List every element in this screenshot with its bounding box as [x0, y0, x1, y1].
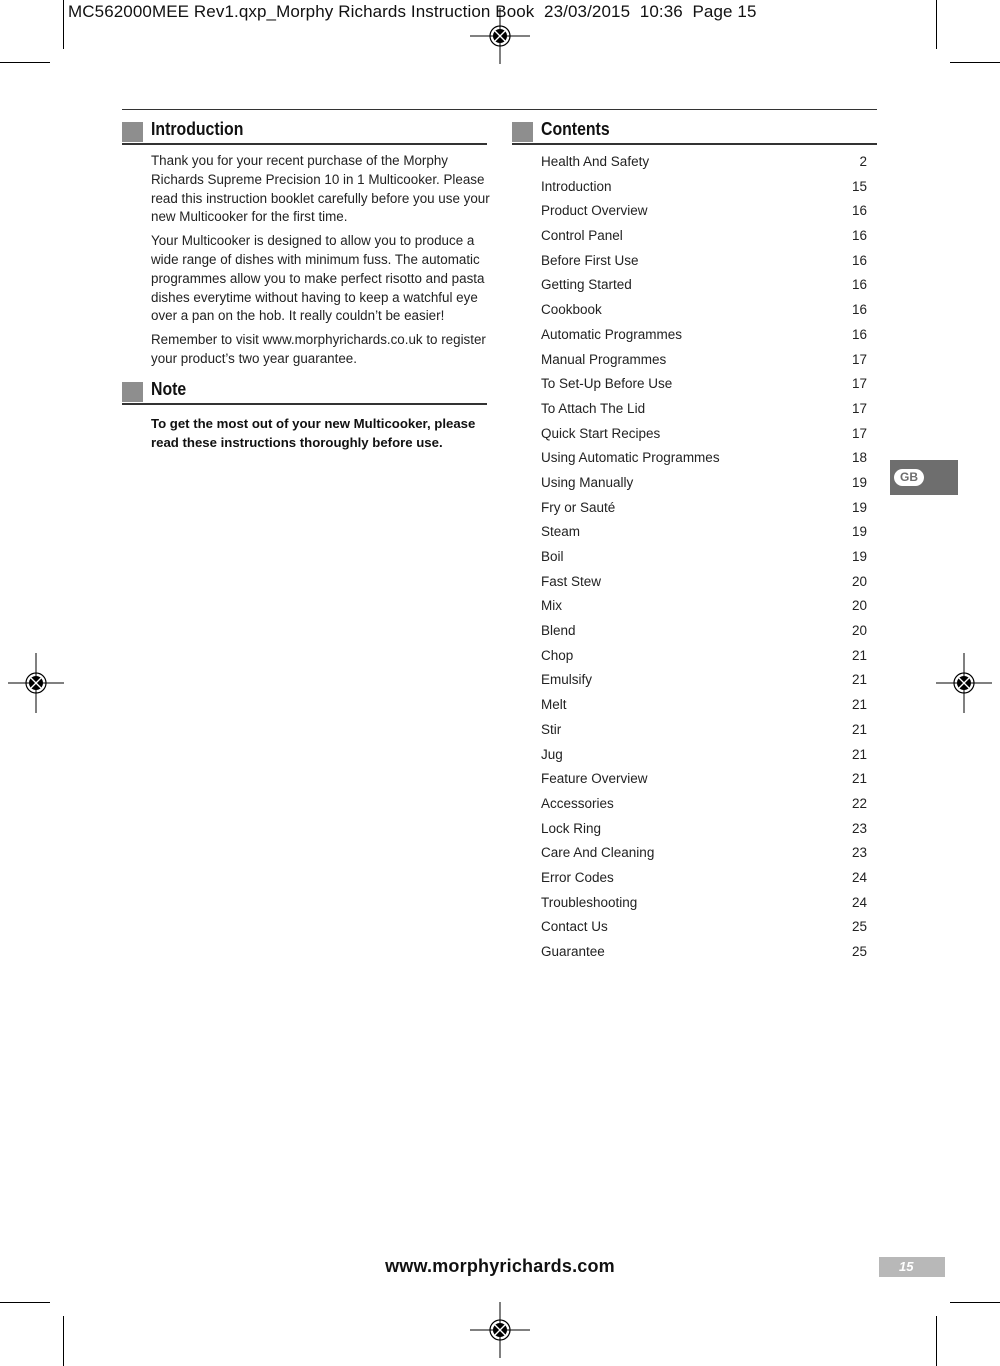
toc-entry-label: Fry or Sauté	[541, 499, 616, 515]
introduction-heading	[122, 121, 487, 145]
language-tab	[890, 460, 958, 495]
language-badge: GB	[894, 469, 924, 486]
toc-entry-label: Control Panel	[541, 228, 623, 244]
heading-swatch	[122, 122, 143, 142]
crop-mark	[936, 1316, 937, 1366]
introduction-title: Introduction	[151, 119, 244, 139]
toc-entry-page: 24	[851, 894, 867, 910]
toc-entry-page: 24	[851, 869, 867, 885]
toc-entry-page: 20	[851, 598, 867, 614]
toc-entry-page: 21	[851, 697, 867, 713]
toc-entry-label: Lock Ring	[541, 820, 602, 836]
registration-mark-icon	[470, 6, 530, 66]
toc-entry	[541, 177, 867, 202]
page-number-box	[879, 1257, 945, 1277]
introduction-paragraph: Your Multicooker is designed to allow you to produce a wide range of dishes with minimum fuss. The automatic programmes allow you to make perfect risotto and pasta dishes everytime without having to keep a watchful eye over a pan on the hob. It really couldn’t be easier!	[151, 233, 485, 324]
toc-entry-label: Guarantee	[541, 944, 605, 959]
toc-entry-label: Error Codes	[541, 869, 614, 885]
toc-entry-page: 21	[851, 721, 867, 737]
toc-entry-page: 18	[851, 450, 867, 466]
toc-entry	[541, 424, 867, 449]
toc-entry	[541, 448, 867, 473]
toc-entry-page: 19	[851, 549, 867, 564]
toc-entry-label: Steam	[541, 524, 581, 540]
toc-entry-page: 25	[851, 919, 867, 935]
toc-entry-page: 20	[851, 623, 867, 639]
toc-entry-page: 17	[851, 376, 867, 392]
toc-entry	[541, 670, 867, 695]
toc-entry	[541, 621, 867, 646]
contents-heading	[512, 121, 877, 145]
toc-entry-label: Fast Stew	[541, 573, 602, 589]
crop-mark	[63, 0, 64, 49]
note-heading	[122, 381, 487, 405]
toc-entry-label: Using Automatic Programmes	[541, 450, 720, 466]
crop-mark	[950, 62, 1000, 63]
toc-entry	[541, 152, 867, 177]
toc-entry-page: 16	[851, 326, 867, 342]
toc-entry-label: Care And Cleaning	[541, 845, 655, 861]
toc-entry	[541, 473, 867, 498]
toc-entry-page: 19	[851, 499, 867, 515]
toc-entry	[541, 300, 867, 325]
toc-entry-label: Troubleshooting	[541, 894, 638, 910]
crop-mark	[0, 1302, 50, 1303]
toc-entry-page: 23	[851, 820, 867, 836]
introduction-paragraph: Remember to visit www.morphyrichards.co.uk to register your product’s two year guarantee.	[151, 332, 486, 366]
toc-entry	[541, 374, 867, 399]
toc-entry-page: 21	[851, 647, 867, 663]
toc-entry-page: 25	[851, 944, 867, 959]
note-body: To get the most out of your new Multicooker, please read these instructions thoroughly before use.	[151, 416, 476, 450]
toc-entry	[541, 522, 867, 547]
toc-entry	[541, 843, 867, 868]
registration-mark-icon	[934, 653, 994, 713]
toc-entry-label: Feature Overview	[541, 771, 648, 787]
toc-entry	[541, 695, 867, 720]
toc-entry-label: Getting Started	[541, 277, 632, 293]
crop-mark	[950, 1302, 1000, 1303]
toc-entry-label: Mix	[541, 598, 562, 614]
toc-entry	[541, 226, 867, 251]
toc-entry-page: 17	[851, 351, 867, 367]
toc-entry	[541, 794, 867, 819]
toc-entry-page: 20	[851, 573, 867, 589]
crop-mark	[0, 62, 50, 63]
toc-entry-page: 19	[851, 524, 867, 540]
toc-entry	[541, 745, 867, 770]
toc-entry	[541, 498, 867, 523]
toc-entry-page: 16	[851, 277, 867, 293]
toc-entry-label: To Set-Up Before Use	[541, 376, 673, 392]
toc-entry	[541, 596, 867, 621]
toc-entry-page: 22	[851, 795, 867, 811]
crop-mark	[936, 0, 937, 49]
toc-entry	[541, 868, 867, 893]
toc-entry-label: Stir	[541, 721, 562, 737]
toc-entry-label: Melt	[541, 697, 567, 713]
toc-entry-label: Manual Programmes	[541, 351, 667, 367]
toc-entry-label: Contact Us	[541, 919, 608, 935]
toc-entry-label: Emulsify	[541, 672, 593, 688]
toc-entry	[541, 325, 867, 350]
toc-entry-label: Automatic Programmes	[541, 326, 683, 342]
toc-entry	[541, 251, 867, 276]
toc-entry-label: Before First Use	[541, 252, 639, 268]
toc-entry-label: Using Manually	[541, 474, 634, 490]
toc-entry-page: 17	[851, 425, 867, 441]
toc-entry-label: Product Overview	[541, 203, 648, 219]
crop-mark	[63, 1316, 64, 1366]
toc-entry-label: Boil	[541, 549, 564, 564]
toc-entry	[541, 769, 867, 794]
toc-entry	[541, 819, 867, 844]
toc-entry-page: 21	[851, 771, 867, 787]
introduction-paragraph: Thank you for your recent purchase of the Morphy Richards Supreme Precision 10 in 1 Multicooker. Please read this instruction booklet carefully before you use your new Multicooker for the first time.	[151, 153, 490, 225]
toc-entry-page: 15	[851, 178, 867, 194]
toc-entry-label: Jug	[541, 746, 563, 762]
toc-entry	[541, 893, 867, 918]
registration-mark-icon	[470, 1300, 530, 1360]
page-number: 15	[899, 1259, 914, 1274]
toc-entry-page: 19	[851, 474, 867, 490]
toc-entry-label: To Attach The Lid	[541, 400, 646, 416]
toc-entry-page: 16	[851, 203, 867, 219]
toc-entry-label: Quick Start Recipes	[541, 425, 661, 441]
note-title: Note	[151, 379, 187, 399]
introduction-body	[151, 152, 491, 374]
header-rule	[122, 109, 877, 110]
toc-entry-page: 21	[851, 672, 867, 688]
footer-website-url: www.morphyrichards.com	[385, 1256, 615, 1276]
toc-entry-page: 21	[851, 746, 867, 762]
toc-entry	[541, 942, 867, 967]
toc-entry	[541, 646, 867, 671]
toc-entry-label: Introduction	[541, 178, 612, 194]
toc-entry-page: 2	[859, 154, 867, 169]
toc-entry-page: 16	[851, 302, 867, 318]
toc-entry	[541, 399, 867, 424]
heading-swatch	[512, 122, 533, 142]
table-of-contents	[541, 152, 867, 967]
toc-entry	[541, 917, 867, 942]
toc-entry	[541, 275, 867, 300]
toc-entry	[541, 572, 867, 597]
toc-entry-label: Accessories	[541, 795, 614, 811]
toc-entry-page: 17	[851, 400, 867, 416]
registration-mark-icon	[6, 653, 66, 713]
heading-swatch	[122, 382, 143, 402]
toc-entry	[541, 720, 867, 745]
toc-entry-page: 23	[851, 845, 867, 861]
toc-entry-page: 16	[851, 252, 867, 268]
toc-entry-label: Health And Safety	[541, 154, 650, 169]
toc-entry-label: Chop	[541, 647, 574, 663]
toc-entry	[541, 201, 867, 226]
toc-entry	[541, 547, 867, 572]
toc-entry-label: Blend	[541, 623, 576, 639]
toc-entry-label: Cookbook	[541, 302, 602, 318]
print-slug-line: MC562000MEE Rev1.qxp_Morphy Richards Instruction Book 23/03/2015 10:36 Page 15	[68, 2, 757, 21]
toc-entry	[541, 350, 867, 375]
contents-title: Contents	[541, 119, 610, 139]
toc-entry-page: 16	[851, 228, 867, 244]
